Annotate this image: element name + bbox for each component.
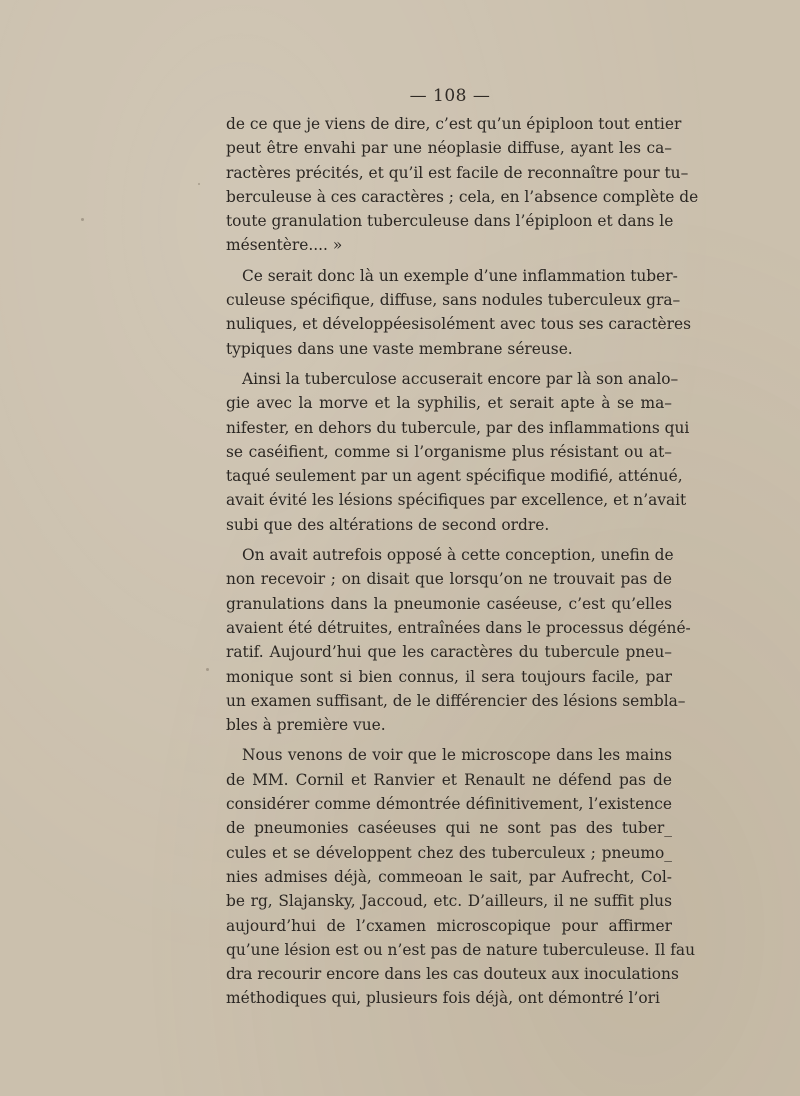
text-line: de ce que je viens de dire, c’est qu’un épiploon tout entier (226, 115, 682, 133)
text-line: toute granulation tuberculeuse dans l’épiploon et dans le (226, 212, 674, 231)
text-line: ractères précités, et qu’il est facile de reconnaître pour tu– (226, 163, 689, 182)
text-line: de MM. Cornil et Ranvier et Renault ne défend pas de (226, 770, 672, 789)
text-line: taqué seulement par un agent spécifique modifié, atténué, (226, 467, 683, 486)
paragraph-3 (226, 367, 690, 537)
text-line: ratif. Aujourd’hui que les caractères du tubercule pneu– (226, 643, 672, 662)
text-line: granulations dans la pneumonie caséeuse, c’est qu’elles (226, 594, 672, 613)
text-line: subi que des altérations de second ordre. (226, 515, 550, 534)
text-line: typiques dans une vaste membrane séreuse. (226, 339, 573, 358)
text-line: nuliques, et développéesisolément avec tous ses caractères (226, 315, 692, 334)
text-line: Ce serait donc là un exemple d’une inflammation tuber- (242, 266, 678, 285)
text-line: se caséifient, comme si l’organisme plus résistant ou at– (226, 442, 672, 461)
text-line: dra recourir encore dans les cas douteux aux inoculations (226, 965, 679, 984)
body-text (226, 112, 699, 1011)
paper-speck (206, 668, 209, 671)
text-line: mésentère.... » (226, 236, 343, 255)
paragraph-5 (226, 743, 696, 1010)
text-line: méthodiques qui, plusieurs fois déjà, ont démontré l’ori (226, 989, 660, 1008)
text-line: avaient été détruites, entraînées dans le processus dégéné- (226, 618, 691, 637)
text-line: Nous venons de voir que le microscope dans les mains (242, 746, 672, 765)
text-line: nies admises déjà, commeoan le sait, par Aufrecht, Col- (226, 867, 672, 886)
paper-speck (81, 218, 84, 221)
text-line: non recevoir ; on disait que lorsqu’on ne trouvait pas de (226, 570, 672, 589)
text-line: cules et se développent chez des tuberculeux ; pneumo_ (226, 843, 672, 862)
text-line: berculeuse à ces caractères ; cela, en l’absence complète de (226, 187, 699, 206)
text-line: un examen suffisant, de le différencier des lésions sembla– (226, 691, 686, 710)
text-line: nifester, en dehors du tubercule, par des inflammations qui (226, 418, 690, 437)
text-line: avait évité les lésions spécifiques par excellence, et n’avait (226, 491, 687, 510)
text-line: peut être envahi par une néoplasie diffuse, ayant les ca– (226, 139, 672, 158)
text-line: aujourd’hui de l’cxamen microscopique pour affirmer (226, 916, 672, 935)
text-line: bles à première vue. (226, 716, 386, 735)
text-line: Ainsi la tuberculose accuserait encore par là son analo– (242, 369, 679, 388)
text-line: be rg, Slajansky, Jaccoud, etc. D’ailleurs, il ne suffit plus (226, 892, 672, 911)
paragraph-1 (226, 112, 699, 258)
text-line: monique sont si bien connus, il sera toujours facile, par (226, 667, 672, 686)
text-line: de pneumonies caséeuses qui ne sont pas des tuber_ (226, 819, 672, 838)
text-line: culeuse spécifique, diffuse, sans nodules tuberculeux gra– (226, 291, 681, 310)
text-line: qu’une lésion est ou n’est pas de nature tuberculeuse. Il fau (226, 940, 696, 959)
text-line: On avait autrefois opposé à cette conception, unefin de (242, 546, 674, 565)
paper-speck (198, 183, 200, 185)
page-number: — 108 — (409, 86, 491, 106)
text-line: gie avec la morve et la syphilis, et serait apte à se ma– (226, 394, 672, 413)
text-line: considérer comme démontrée définitivement, l’existence (226, 795, 672, 814)
paragraph-4 (226, 543, 691, 737)
paragraph-2 (226, 264, 692, 361)
